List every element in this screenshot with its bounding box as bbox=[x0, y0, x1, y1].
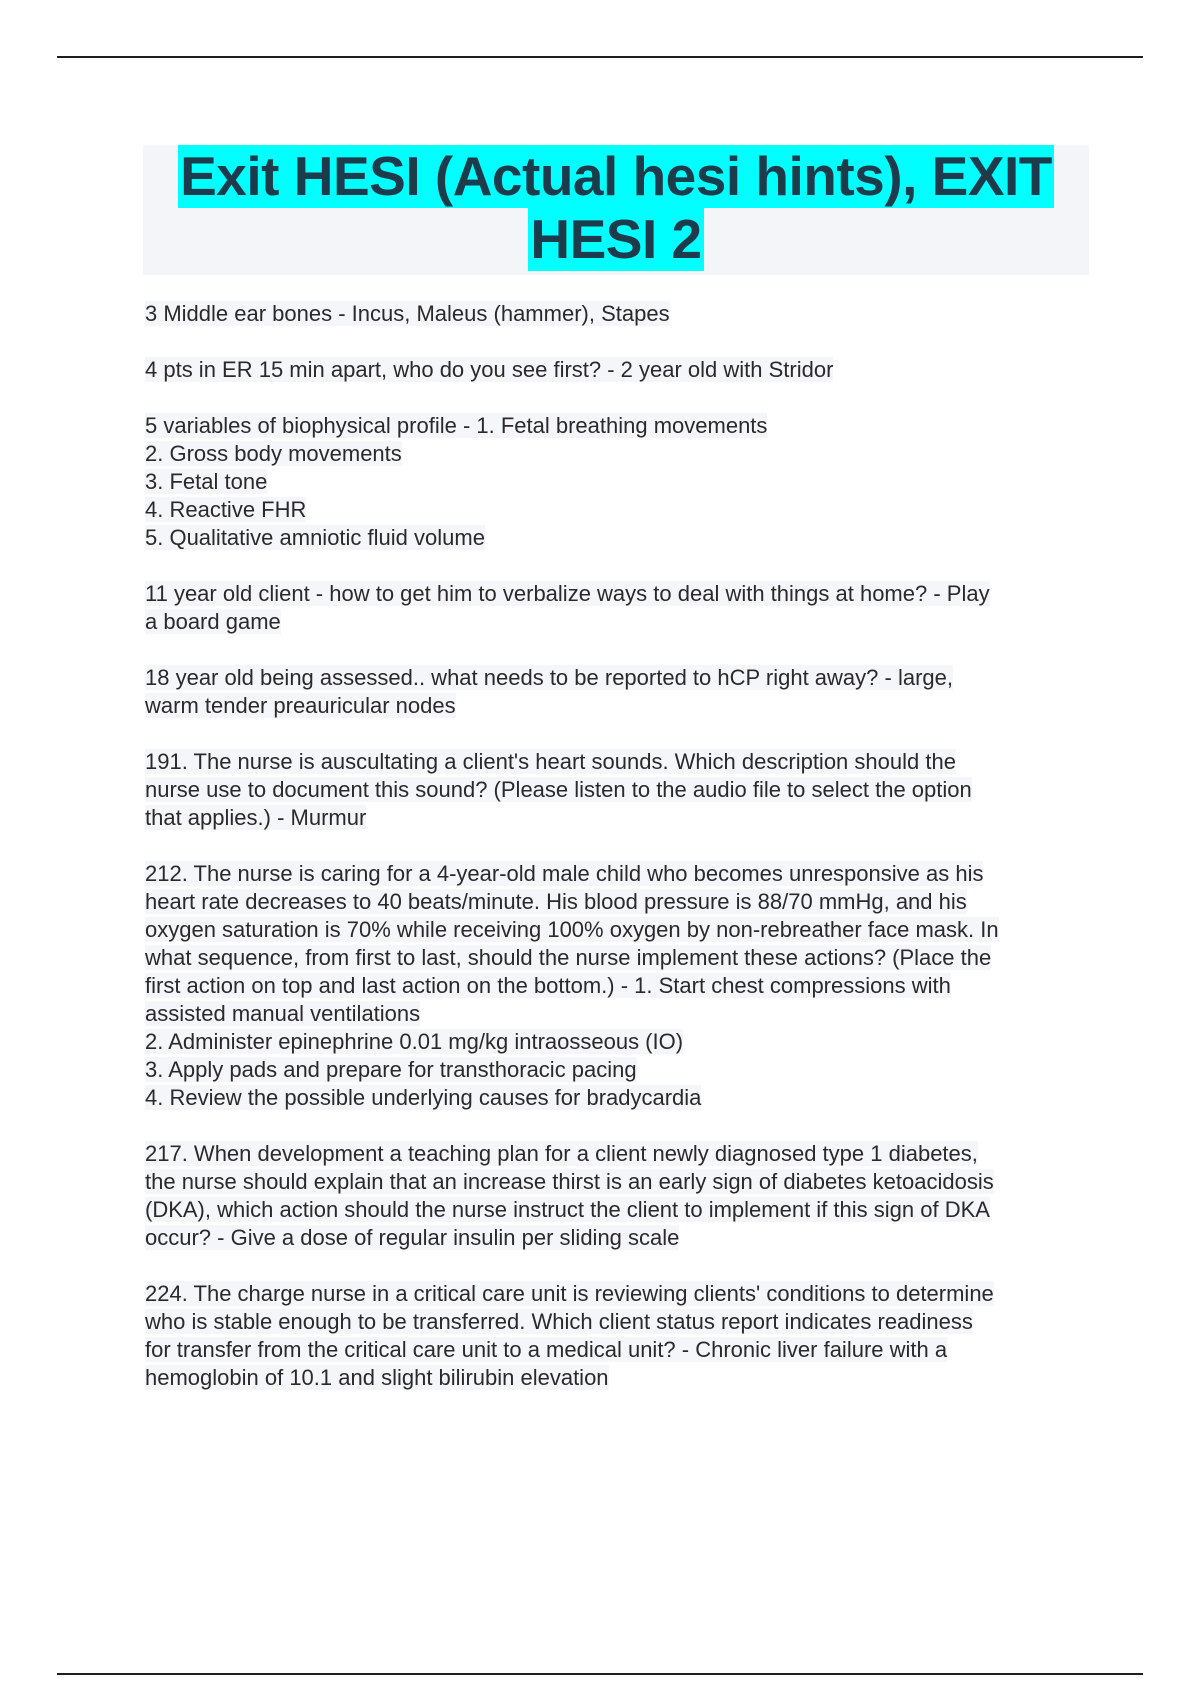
qa-line: who is stable enough to be transferred. Which client status report indicates readiness bbox=[145, 1309, 973, 1334]
qa-line: 18 year old being assessed.. what needs to be reported to hCP right away? - large, bbox=[145, 665, 953, 690]
title-line-1: Exit HESI (Actual hesi hints), EXIT bbox=[180, 145, 1052, 207]
qa-line: 2. Administer epinephrine 0.01 mg/kg intraosseous (IO) bbox=[145, 1029, 684, 1054]
qa-line: 3 Middle ear bones - Incus, Maleus (hammer), Stapes bbox=[145, 301, 670, 326]
qa-item bbox=[145, 300, 1085, 328]
qa-line: a board game bbox=[145, 609, 281, 634]
qa-line: 3. Apply pads and prepare for transthoracic pacing bbox=[145, 1057, 637, 1082]
top-rule bbox=[57, 56, 1143, 58]
qa-item bbox=[145, 664, 1085, 720]
qa-line: assisted manual ventilations bbox=[145, 1001, 421, 1026]
qa-line: 4. Reactive FHR bbox=[145, 497, 307, 522]
qa-item bbox=[145, 580, 1085, 636]
qa-line: for transfer from the critical care unit to a medical unit? - Chronic liver failure with a bbox=[145, 1337, 948, 1362]
bottom-rule bbox=[57, 1673, 1143, 1675]
qa-line: what sequence, from first to last, should the nurse implement these actions? (Place the bbox=[145, 945, 992, 970]
qa-item bbox=[145, 412, 1085, 552]
qa-line: 4 pts in ER 15 min apart, who do you see first? - 2 year old with Stridor bbox=[145, 357, 834, 382]
qa-line: 3. Fetal tone bbox=[145, 469, 268, 494]
qa-line: 11 year old client - how to get him to verbalize ways to deal with things at home? - Play bbox=[145, 581, 990, 606]
qa-line: warm tender preauricular nodes bbox=[145, 693, 456, 718]
qa-line: (DKA), which action should the nurse instruct the client to implement if this sign of DKA bbox=[145, 1197, 990, 1222]
qa-line: the nurse should explain that an increase thirst is an early sign of diabetes ketoacidosis bbox=[145, 1169, 994, 1194]
qa-line: 217. When development a teaching plan for a client newly diagnosed type 1 diabetes, bbox=[145, 1141, 978, 1166]
qa-line: 4. Review the possible underlying causes for bradycardia bbox=[145, 1085, 702, 1110]
qa-item bbox=[145, 748, 1085, 832]
qa-line: nurse use to document this sound? (Please listen to the audio file to select the option bbox=[145, 777, 972, 802]
qa-item bbox=[145, 860, 1085, 1112]
qa-line: occur? - Give a dose of regular insulin per sliding scale bbox=[145, 1225, 680, 1250]
qa-line: 224. The charge nurse in a critical care unit is reviewing clients' conditions to determine bbox=[145, 1281, 994, 1306]
qa-line: 5 variables of biophysical profile - 1. Fetal breathing movements bbox=[145, 413, 768, 438]
qa-line: 2. Gross body movements bbox=[145, 441, 402, 466]
qa-line: 191. The nurse is auscultating a client's heart sounds. Which description should the bbox=[145, 749, 956, 774]
qa-list bbox=[145, 300, 1085, 1420]
qa-item bbox=[145, 356, 1085, 384]
qa-line: first action on top and last action on the bottom.) - 1. Start chest compressions with bbox=[145, 973, 951, 998]
qa-line: hemoglobin of 10.1 and slight bilirubin elevation bbox=[145, 1365, 609, 1390]
qa-line: heart rate decreases to 40 beats/minute. His blood pressure is 88/70 mmHg, and his bbox=[145, 889, 967, 914]
qa-line: that applies.) - Murmur bbox=[145, 805, 367, 830]
qa-line: 212. The nurse is caring for a 4-year-old male child who becomes unresponsive as his bbox=[145, 861, 984, 886]
qa-line: oxygen saturation is 70% while receiving 100% oxygen by non-rebreather face mask. In bbox=[145, 917, 999, 942]
title-line-2: HESI 2 bbox=[530, 208, 702, 270]
qa-item bbox=[145, 1140, 1085, 1252]
qa-line: 5. Qualitative amniotic fluid volume bbox=[145, 525, 485, 550]
qa-item bbox=[145, 1280, 1085, 1392]
document-title bbox=[143, 145, 1089, 275]
